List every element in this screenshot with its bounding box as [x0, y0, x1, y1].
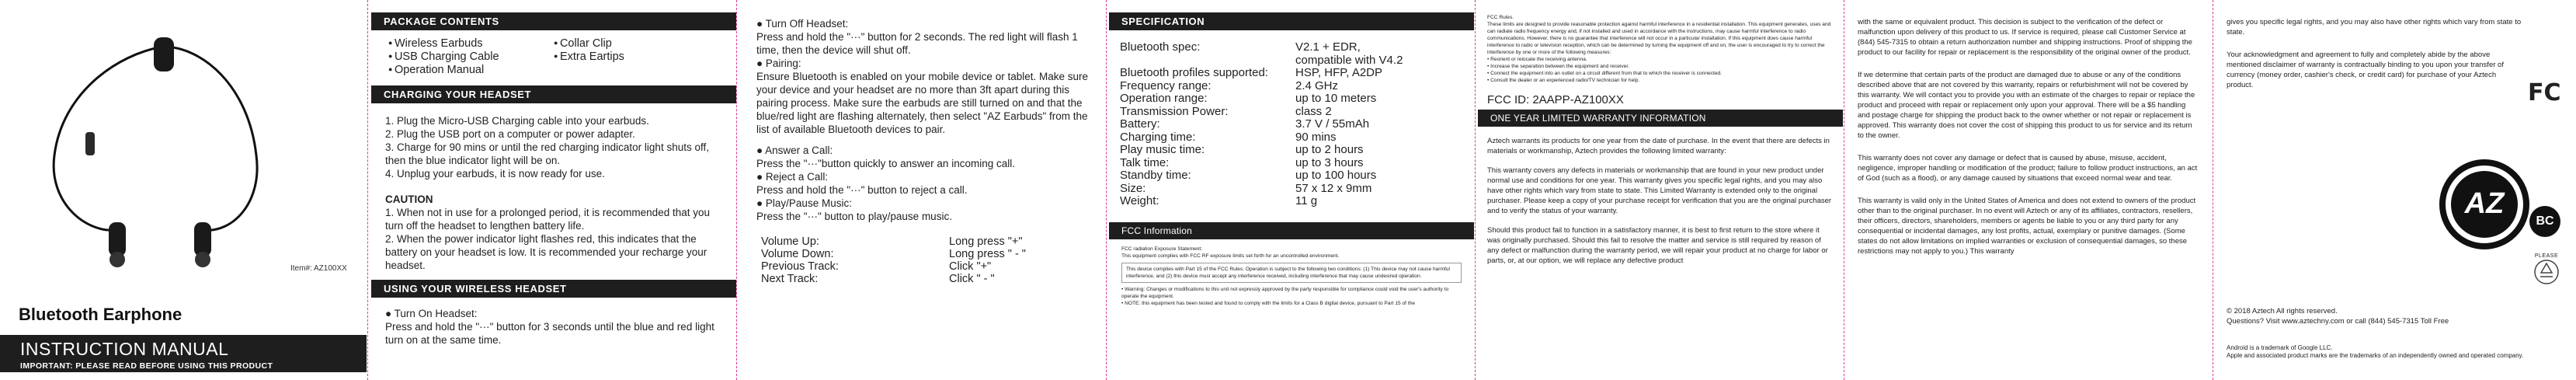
spec-label: Size:: [1120, 181, 1146, 195]
charging-heading: CHARGING YOUR HEADSET: [371, 85, 736, 103]
spec-label: Frequency range:: [1120, 78, 1212, 92]
list-item: ● Collar Clip: [554, 37, 719, 50]
table-row: [761, 248, 1089, 260]
bc-logo-icon: BC: [2529, 206, 2560, 237]
list-item: ● USB Charging Cable: [388, 50, 554, 63]
control-action: Long press "+": [949, 235, 1023, 248]
brand-logo-text: AZ: [2464, 187, 2505, 220]
table-row: [1120, 92, 1460, 106]
warranty-continued-panel: [1847, 0, 2212, 380]
fcc-warning: • Warning: Changes or modifications to this unit not expressly approved by the party responsible for compliance could void the user's authority to operate the equipment. • NOTE: this equipment has been tested and found to comply with the limits for a Class B digital device, pursuant to Part 15 of the: [1121, 286, 1449, 306]
fcc-id: FCC ID: 2AAPP-AZ100XX: [1487, 93, 1624, 106]
spec-value: 3.7 V / 55mAh: [1295, 117, 1370, 131]
spec-label: Weight:: [1120, 194, 1159, 207]
recycle-icon: [2533, 259, 2560, 285]
spec-value: up to 3 hours: [1295, 155, 1364, 169]
manual-title-band: [0, 335, 367, 372]
list-item: ● Extra Eartips: [554, 50, 719, 63]
list-item: ● Wireless Earbuds: [388, 37, 554, 50]
earphone-product-image: [0, 0, 367, 295]
spec-label: Transmission Power:: [1120, 104, 1229, 118]
instructions-panel: [371, 0, 736, 380]
table-row: [1120, 169, 1460, 183]
spec-label: Standby time:: [1120, 169, 1191, 182]
control-name: Volume Up:: [761, 235, 819, 248]
copyright-text: © 2018 Aztech All rights reserved. Questions? Visit www.aztechny.com or call (844) 545-7315 Toll Free: [2227, 307, 2449, 326]
recycle-label: PLEASE: [2534, 253, 2559, 259]
spec-value: 11 g: [1295, 194, 1318, 207]
cover-panel: [0, 0, 367, 380]
warranty-paragraph: with the same or equivalent product. This decision is subject to the verification of the defect or malfunction upon delivery of this product to us. If service is required, please call Customer Service at (844) 545-7315 to obtain a return authorization number and shipping instructions. Proof of shipping the product to our facility for repair or replacement is the responsibility of the original owner of the product.: [1858, 18, 2192, 57]
table-row: [761, 260, 1089, 273]
spec-value: HSP, HFP, A2DP: [1295, 66, 1383, 79]
pairing-text: ● Pairing: Ensure Bluetooth is enabled on your mobile device or tablet. Make sure your device and your headset are no more than 3ft apart during this pairing process. Make sure the earbuds are still turned on and that the blue/red light are flashing alternately, then select "AZ Earbuds" from the list of available Bluetooth devices to pair.: [756, 58, 1088, 135]
trademark-text: Android is a trademark of Google LLC. Apple and associated product marks are the trademarks of an independently owned and operated company.: [2227, 344, 2524, 359]
control-name: Previous Track:: [761, 260, 839, 273]
package-heading: PACKAGE CONTENTS: [371, 12, 736, 30]
fcc-heading: FCC Information: [1109, 222, 1474, 239]
table-row: [1120, 67, 1460, 80]
table-row: [1120, 144, 1460, 157]
table-row: [1120, 195, 1460, 208]
turn-on-text: ● Turn On Headset: Press and hold the "···" button for 3 seconds until the blue and red light turn on at the same time.: [385, 308, 714, 346]
warranty-heading: ONE YEAR LIMITED WARRANTY INFORMATION: [1478, 110, 1843, 127]
play-text: ● Play/Pause Music: Press the "···" button to play/pause music.: [756, 197, 952, 222]
fcc-rules-heading: FCC Rules.: [1487, 15, 1514, 20]
table-row: [1120, 106, 1460, 119]
control-action: Click " - ": [949, 273, 995, 285]
reject-text: ● Reject a Call: Press and hold the "···" button to reject a call.: [756, 171, 968, 196]
table-row: [1120, 157, 1460, 170]
charging-steps: 1. Plug the Micro-USB Charging cable into your earbuds. 2. Plug the USB port on a computer or power adapter. 3. Charge for 90 mins or until the red charging indicator light shuts off, then the blue indicator light will be on. 4. Unplug your earbuds, it is now ready for use.: [385, 115, 709, 180]
spec-label: Battery:: [1120, 117, 1160, 131]
spec-value: class 2: [1295, 104, 1332, 118]
caution-heading: CAUTION: [385, 193, 433, 205]
manual-subtitle: IMPORTANT: PLEASE READ BEFORE USING THIS PRODUCT: [20, 361, 273, 371]
fold-line: [367, 0, 368, 380]
caution-text: 1. When not in use for a prolonged period, it is recommended that you turn off the headset to lengthen battery life. 2. When the power indicator light flashes red, this indicates that the battery on your headset is low. It is recommended your recharge your headset.: [385, 207, 710, 271]
fold-line: [736, 0, 737, 380]
package-list: [371, 37, 736, 76]
legal-paragraph: Your acknowledgment and agreement to fully and completely abide by the above mentioned disclaimer of warranty is contractually binding to you upon your transfer of currency (money order, cashier's check, or credit card) for purchase of your Aztech product.: [2227, 51, 2504, 89]
turn-off-text: ● Turn Off Headset: Press and hold the "···" button for 2 seconds. The red light will flash 1 time, then the device will shut off.: [756, 18, 1078, 56]
product-title: Bluetooth Earphone: [19, 305, 183, 324]
spec-value: 57 x 12 x 9mm: [1295, 181, 1372, 195]
control-name: Volume Down:: [761, 248, 834, 260]
spec-heading: SPECIFICATION: [1109, 12, 1474, 30]
spec-value: up to 2 hours: [1295, 143, 1364, 156]
fcc-intro: FCC radiation Exposure Statement: This equipment complies with FCC RF exposure limits set forth for an uncontrolled environment.: [1121, 246, 1340, 259]
fcc-compliance-box: This device complies with Part 15 of the FCC Rules. Operation is subject to the following two conditions: (1) This device may not cause harmful interference, and (2) this device must accept any interference received, including interference that may cause undesired operation.: [1121, 263, 1462, 283]
spec-value: V2.1 + EDR, compatible with V4.2: [1295, 40, 1403, 67]
aztech-logo: [2439, 159, 2529, 249]
fold-line: [1475, 0, 1476, 380]
answer-text: ● Answer a Call: Press the "···"button quickly to answer an incoming call.: [756, 145, 1015, 169]
back-cover-panel: [2216, 0, 2576, 380]
control-action: Long press " - ": [949, 248, 1026, 260]
table-row: [1120, 118, 1460, 131]
recycle-logo: [2529, 253, 2564, 289]
spec-label: Charging time:: [1120, 130, 1196, 144]
table-row: [761, 273, 1089, 285]
table-row: [1120, 41, 1460, 67]
spec-label: Play music time:: [1120, 143, 1205, 156]
fcc-rules-text: These limits are designed to provide reasonable protection against harmful interference in a residential installation. This equipment generates, uses and can radiate radio frequency energy and, if not installed and used in accordance with the instructions, may cause harmful interference to radio communications. However, there is no guarantee that interference will not occur in a particular installation. If this equipment does cause harmful interference to radio or television reception, which can be determined by turning the equipment off and on, the user is encouraged to try to correct the interference by one or more of the following measures: • Reorient or relocate the receiving antenna. • Increase the separation between the equipment and receiver. • Connect the equipment into an outlet on a circuit different from that to which the receiver is connected. • Consult the dealer or an experienced radio/TV technician for help.: [1487, 22, 1831, 83]
legal-paragraph: gives you specific legal rights, and you may also have other rights which vary from state to state.: [2227, 18, 2522, 37]
warranty-paragraph: Aztech warrants its products for one year from the date of purchase. In the event that there are defects in materials or workmanship, Aztech provides the following limited warranty:: [1487, 137, 1830, 155]
spec-label: Bluetooth profiles supported:: [1120, 66, 1268, 79]
item-number: Item#: AZ100XX: [290, 264, 347, 273]
table-row: [1120, 80, 1460, 93]
control-name: Next Track:: [761, 273, 819, 285]
manual-title: INSTRUCTION MANUAL: [20, 339, 229, 359]
spec-value: up to 100 hours: [1295, 169, 1377, 182]
spec-table: [1109, 37, 1474, 208]
fold-line: [1106, 0, 1107, 380]
spec-value: 2.4 GHz: [1295, 78, 1339, 92]
spec-label: Bluetooth spec:: [1120, 40, 1201, 54]
spec-value: 90 mins: [1295, 130, 1337, 144]
spec-label: Talk time:: [1120, 155, 1170, 169]
spec-value: up to 10 meters: [1295, 92, 1377, 105]
wireless-heading: USING YOUR WIRELESS HEADSET: [371, 280, 736, 298]
table-row: [1120, 131, 1460, 145]
table-row: [1120, 183, 1460, 196]
warranty-paragraph: This warranty covers any defects in materials or workmanship that are found in your new product under normal use and conditions for one year. This warranty gives you specific legal rights, and you may also have other rights which vary from state to state. This Limited Warranty is extended only to the original purchaser. Please keep a copy of your purchase receipt for verification that you are the original purchaser and to verify the status of your warranty.: [1487, 166, 1832, 215]
table-row: [761, 235, 1089, 248]
specification-panel: [1109, 0, 1474, 380]
spec-label: Operation range:: [1120, 92, 1208, 105]
warranty-paragraph: This warranty does not cover any damage or defect that is caused by abuse, misuse, accident, negligence, improper handling or modification of the product; failure to follow product instructions, an act of God (such as a flood), or any damage caused by situations that exceed normal wear and tear.: [1858, 154, 2198, 183]
warranty-paragraph: If we determine that certain parts of the product are damaged due to abuse or any of the conditions described above that are not covered by this warranty, repairs or refurbishment will not be covered by this warranty. We will contact you to provide you with an estimate of the charges to repair or replace the product and proceed with repair or replacement only upon your approval. There will be a $5 handling and postage charge for shipping the product back to the owner whether or not repair or replacement is approved. This warranty does not cover the cost of shipping this product to us for service and its return to the owner.: [1858, 71, 2195, 140]
controls-table: [756, 235, 1089, 285]
fcc-logo-icon: FC: [2528, 79, 2561, 106]
controls-panel: [739, 0, 1104, 380]
warranty-paragraph: Should this product fail to function in a satisfactory manner, it is best to first return to the store where it was originally purchased. Should this fail to resolve the matter and service is still required by reason of any defect or malfunction during the warranty period, we will repair your product at no charge for labor or parts, or, at our option, we will replace any defective product: [1487, 226, 1828, 265]
warranty-paragraph: This warranty is valid only in the United States of America and does not extend to owners of the product other than to the original purchaser. In no event will Aztech or any of its affiliates, contractors, resellers, their officers, directors, shareholders, members or agents be liable to you or any third party for any consequential or incidental damages, any lost profits, actual, exemplary or punitive damages. (Some states do not allow limitations on implied warranties or exclusion of consequential damages, so these restrictions may not apply to you.) This warranty: [1858, 197, 2196, 256]
list-item: ● Operation Manual: [388, 63, 554, 76]
control-action: Click "+": [949, 260, 992, 273]
warranty-panel: [1478, 0, 1843, 380]
